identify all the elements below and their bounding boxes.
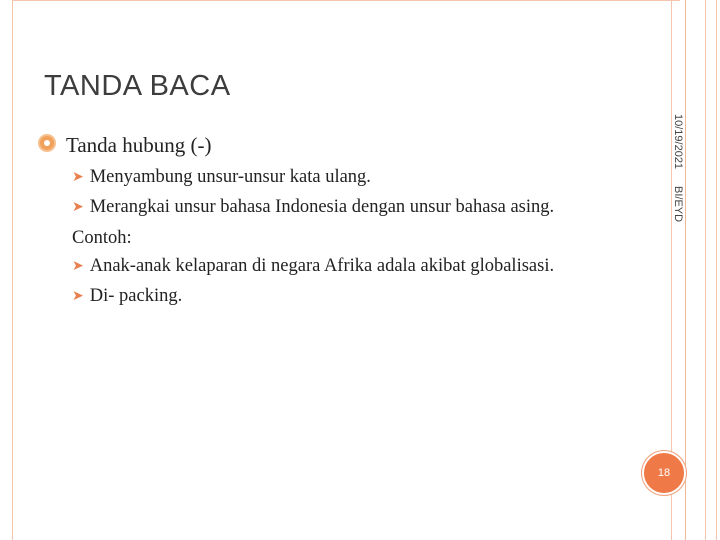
list-item-text: Menyambung unsur-unsur kata ulang. xyxy=(89,167,371,187)
right-rail-line xyxy=(685,0,686,540)
slide-frame-top xyxy=(12,0,680,1)
arrow-bullet-icon: ➤ xyxy=(72,200,84,215)
gear-bullet-icon xyxy=(40,136,54,155)
list-item xyxy=(72,167,371,188)
example-item xyxy=(72,286,182,307)
example-label: Contoh: xyxy=(72,228,132,248)
example-item-text: Anak-anak kelaparan di negara Afrika adala akibat globalisasi. xyxy=(89,256,555,276)
example-item xyxy=(72,256,554,277)
arrow-bullet-icon: ➤ xyxy=(72,170,84,185)
right-rail-line xyxy=(705,0,706,540)
arrow-bullet-icon: ➤ xyxy=(72,289,84,304)
list-item-text: Merangkai unsur bahasa Indonesia dengan unsur bahasa asing. xyxy=(89,197,555,217)
slide-footer: BI/EYD xyxy=(672,186,684,223)
slide-date: 10/19/2021 xyxy=(672,114,684,170)
slide-title: TANDA BACA xyxy=(44,70,231,102)
example-item-text: Di- packing. xyxy=(89,286,183,306)
page-number-badge: 18 xyxy=(642,451,686,495)
arrow-bullet-icon: ➤ xyxy=(72,259,84,274)
section-heading: Tanda hubung (-) xyxy=(66,133,212,157)
slide-frame-left xyxy=(12,0,13,540)
right-rail-line xyxy=(716,0,717,540)
list-item xyxy=(72,197,554,218)
